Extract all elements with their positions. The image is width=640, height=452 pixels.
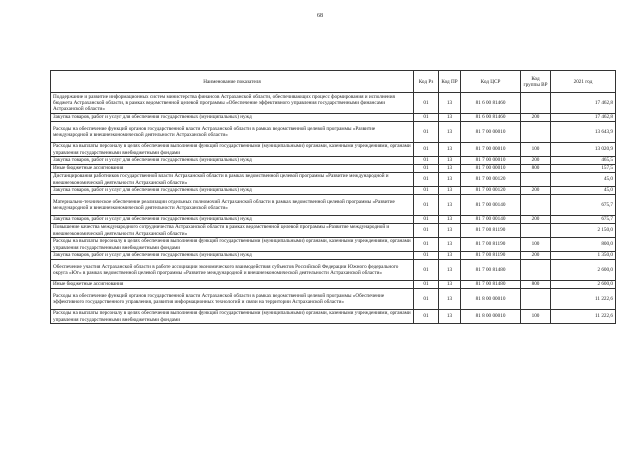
- row-pr-cell: 13: [439, 122, 461, 143]
- row-csr-cell: 81 7 00 00010: [461, 165, 521, 173]
- row-csr-cell: 81 7 00 00140: [461, 216, 521, 224]
- row-name-cell: Закупка товаров, работ и услуг для обеспечения государственных (муниципальных) нужд: [51, 216, 414, 224]
- header-amount: 2021 год: [551, 71, 616, 93]
- row-pr-cell: 13: [439, 238, 461, 252]
- table-row: [51, 260, 616, 281]
- row-vr-cell: 200: [521, 216, 551, 224]
- row-name-cell: Иные бюджетные ассигнования: [51, 165, 414, 173]
- row-name-cell: Обеспечение участия Астраханской области в работе ассоциации экономического взаимодействия субъектов Российской Федерации Южного федерального округа «Юг» в рамках ведомственной целевой программы «Развитие международной и внешнеэкономической деятельности Астраханской области»: [51, 260, 414, 281]
- row-name-cell: Расходы на обеспечение функций органов государственной власти Астраханской области в рамках ведомственной целевой программы «Развитие международной и внешнеэкономической деятельности Астраханской области»: [51, 122, 414, 143]
- row-csr-cell: 81 7 00 00010: [461, 122, 521, 143]
- row-name-cell: Расходы на выплаты персоналу в целях обеспечения выполнения функций государственными (муниципальными) органами, казенными учреждениями, органами управления государственными внебюджетными фондами: [51, 310, 414, 324]
- row-pr-cell: 13: [439, 281, 461, 289]
- row-vr-cell: 800: [521, 281, 551, 289]
- row-csr-cell: 81 7 00 00010: [461, 143, 521, 157]
- table-row: [51, 157, 616, 165]
- table-row: [51, 195, 616, 216]
- row-pr-cell: 13: [439, 157, 461, 165]
- row-amount-cell: 2 600,0: [551, 281, 616, 289]
- table-header-row: [51, 71, 616, 93]
- row-pr-cell: 13: [439, 114, 461, 122]
- row-amount-cell: 2 150,0: [551, 224, 616, 238]
- row-pr-cell: 13: [439, 224, 461, 238]
- row-amount-cell: 11 222,6: [551, 310, 616, 324]
- table-row: [51, 187, 616, 195]
- budget-table: [50, 70, 616, 324]
- table-row: [51, 122, 616, 143]
- row-rz-cell: 01: [414, 281, 439, 289]
- row-csr-cell: 81 7 00 81190: [461, 238, 521, 252]
- row-name-cell: Закупка товаров, работ и услуг для обеспечения государственных (муниципальных) нужд: [51, 157, 414, 165]
- row-amount-cell: 1 350,0: [551, 252, 616, 260]
- row-csr-cell: 81 7 00 00120: [461, 187, 521, 195]
- row-pr-cell: 13: [439, 289, 461, 310]
- row-amount-cell: 13 020,9: [551, 143, 616, 157]
- row-vr-cell: 200: [521, 252, 551, 260]
- table-row: [51, 310, 616, 324]
- row-amount-cell: 675,7: [551, 195, 616, 216]
- row-name-cell: Материально-техническое обеспечение реализации отдельных полномочий Астраханской области в рамках ведомственной целевой программы «Развитие международной и внешнеэкономической деятельности Астраханской области»: [51, 195, 414, 216]
- row-vr-cell: 100: [521, 310, 551, 324]
- row-rz-cell: 01: [414, 157, 439, 165]
- row-rz-cell: 01: [414, 114, 439, 122]
- row-name-cell: Закупка товаров, работ и услуг для обеспечения государственных (муниципальных) нужд: [51, 114, 414, 122]
- row-name-cell: Расходы на выплаты персоналу в целях обеспечения выполнения функций государственными (муниципальными) органами, казенными учреждениями, органами управления государственными внебюджетными фондами: [51, 143, 414, 157]
- row-vr-cell: 200: [521, 187, 551, 195]
- header-vr: Код группы ВР: [521, 71, 551, 93]
- row-vr-cell: [521, 260, 551, 281]
- row-name-cell: Повышение качества международного сотрудничества Астраханской области в рамках ведомственной целевой программы «Развитие международной и внешнеэкономической деятельности Астраханской области»: [51, 224, 414, 238]
- table-row: [51, 93, 616, 114]
- row-amount-cell: 2 600,0: [551, 260, 616, 281]
- row-csr-cell: 81 7 00 81480: [461, 281, 521, 289]
- row-vr-cell: [521, 93, 551, 114]
- row-csr-cell: 81 7 00 00140: [461, 195, 521, 216]
- row-rz-cell: 01: [414, 260, 439, 281]
- row-vr-cell: [521, 195, 551, 216]
- row-name-cell: Закупка товаров, работ и услуг для обеспечения государственных (муниципальных) нужд: [51, 252, 414, 260]
- row-rz-cell: 01: [414, 195, 439, 216]
- row-csr-cell: 81 7 00 81480: [461, 260, 521, 281]
- header-name: Наименование показателя: [51, 71, 414, 93]
- table-row: [51, 238, 616, 252]
- row-rz-cell: 01: [414, 173, 439, 187]
- row-rz-cell: 01: [414, 216, 439, 224]
- row-pr-cell: 13: [439, 195, 461, 216]
- table-row: [51, 173, 616, 187]
- row-amount-cell: 13 643,9: [551, 122, 616, 143]
- row-amount-cell: 17 462,8: [551, 93, 616, 114]
- page-number: 68: [317, 13, 323, 19]
- row-csr-cell: 81 7 00 00120: [461, 173, 521, 187]
- row-pr-cell: 13: [439, 252, 461, 260]
- row-vr-cell: 100: [521, 143, 551, 157]
- row-name-cell: Расходы на обеспечение функций органов государственной власти Астраханской области в рамках ведомственной целевой программы «Обеспечение эффективного государственного управления, развития информационных технологий и связи на территории Астраханской области»: [51, 289, 414, 310]
- row-vr-cell: [521, 224, 551, 238]
- row-vr-cell: [521, 289, 551, 310]
- row-amount-cell: 157,5: [551, 165, 616, 173]
- row-amount-cell: 465,5: [551, 157, 616, 165]
- row-pr-cell: 13: [439, 187, 461, 195]
- row-amount-cell: 45,0: [551, 187, 616, 195]
- row-vr-cell: 100: [521, 238, 551, 252]
- row-amount-cell: 675,7: [551, 216, 616, 224]
- row-name-cell: Поддержание и развитие информационных систем министерства финансов Астраханской области, обеспечивающих процесс формирования и исполнения бюджета Астраханской области, в рамках ведомственной целевой программы «Обеспечение эффективного управления государственными финансами Астраханской области»: [51, 93, 414, 114]
- row-amount-cell: 11 222,6: [551, 289, 616, 310]
- row-vr-cell: [521, 173, 551, 187]
- row-csr-cell: 81 7 00 00010: [461, 157, 521, 165]
- row-pr-cell: 13: [439, 216, 461, 224]
- row-pr-cell: 13: [439, 143, 461, 157]
- row-vr-cell: 800: [521, 165, 551, 173]
- table-row: [51, 289, 616, 310]
- row-rz-cell: 01: [414, 122, 439, 143]
- row-amount-cell: 800,0: [551, 238, 616, 252]
- row-name-cell: Дистанцирования работников государственной власти Астраханской области в рамках ведомственной целевой программы «Развитие международной и внешнеэкономической деятельности Астраханской области»: [51, 173, 414, 187]
- row-rz-cell: 01: [414, 252, 439, 260]
- row-pr-cell: 13: [439, 310, 461, 324]
- row-csr-cell: 81 8 00 00010: [461, 289, 521, 310]
- row-rz-cell: 01: [414, 165, 439, 173]
- header-pr: Код ПР: [439, 71, 461, 93]
- row-rz-cell: 01: [414, 238, 439, 252]
- header-csr: Код ЦСР: [461, 71, 521, 93]
- table-row: [51, 114, 616, 122]
- row-name-cell: Закупка товаров, работ и услуг для обеспечения государственных (муниципальных) нужд: [51, 187, 414, 195]
- row-pr-cell: 13: [439, 93, 461, 114]
- row-pr-cell: 13: [439, 165, 461, 173]
- row-name-cell: Иные бюджетные ассигнования: [51, 281, 414, 289]
- table-row: [51, 281, 616, 289]
- table-row: [51, 224, 616, 238]
- row-vr-cell: [521, 122, 551, 143]
- row-rz-cell: 01: [414, 187, 439, 195]
- row-amount-cell: 45,0: [551, 173, 616, 187]
- row-rz-cell: 01: [414, 93, 439, 114]
- header-rz: Код Рз: [414, 71, 439, 93]
- row-csr-cell: 81 7 00 81190: [461, 224, 521, 238]
- row-pr-cell: 13: [439, 173, 461, 187]
- row-rz-cell: 01: [414, 310, 439, 324]
- table-row: [51, 143, 616, 157]
- row-rz-cell: 01: [414, 289, 439, 310]
- row-pr-cell: 13: [439, 260, 461, 281]
- row-name-cell: Расходы на выплаты персоналу в целях обеспечения выполнения функций государственными (муниципальными) органами, казенными учреждениями, органами управления государственными внебюджетными фондами: [51, 238, 414, 252]
- row-csr-cell: 81 8 00 00010: [461, 310, 521, 324]
- table-row: [51, 216, 616, 224]
- row-csr-cell: 81 6 00 81460: [461, 114, 521, 122]
- row-rz-cell: 01: [414, 143, 439, 157]
- row-csr-cell: 81 7 00 81190: [461, 252, 521, 260]
- row-csr-cell: 81 6 00 81460: [461, 93, 521, 114]
- table-body: [51, 93, 616, 324]
- row-rz-cell: 01: [414, 224, 439, 238]
- row-amount-cell: 17 462,8: [551, 114, 616, 122]
- row-vr-cell: 200: [521, 157, 551, 165]
- table-row: [51, 165, 616, 173]
- row-vr-cell: 200: [521, 114, 551, 122]
- table-row: [51, 252, 616, 260]
